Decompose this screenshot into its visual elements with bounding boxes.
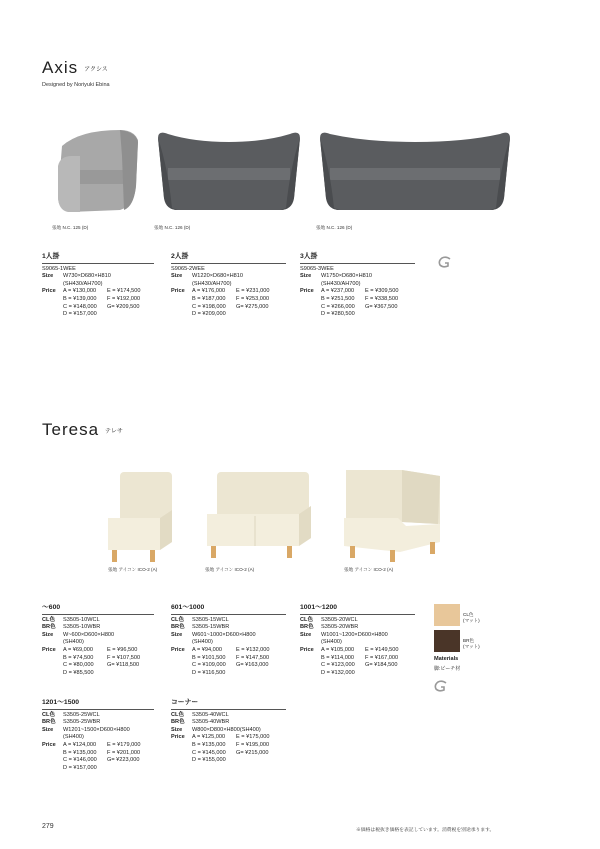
price-label: Price <box>171 288 185 295</box>
price-f: F = ¥192,000 <box>107 295 141 302</box>
teresa-600-image <box>104 470 176 564</box>
price-g: G= ¥184,500 <box>365 662 398 669</box>
size-value-2: (SH400) <box>192 639 213 646</box>
axis-3seat-image <box>316 128 514 214</box>
price-d: D = ¥157,000 <box>63 311 97 318</box>
teresa-title-kana: テレサ <box>105 429 123 436</box>
axis-caption-3: 張地 N.C. 126 (D) <box>316 225 353 230</box>
br-code: S3505-40WBR <box>192 719 230 726</box>
br-code: S3505-25WBR <box>63 719 101 726</box>
price-e: E = ¥96,500 <box>107 646 138 653</box>
size-label: Size <box>300 273 312 280</box>
br-code: S3505-10WBR <box>63 624 101 631</box>
price-a: A = ¥130,000 <box>63 288 97 295</box>
product-name: 601～1000 <box>171 604 286 615</box>
price-b: B = ¥101,500 <box>192 654 226 661</box>
price-a: A = ¥125,000 <box>192 734 226 741</box>
size-label: Size <box>300 631 312 638</box>
teresa-1000-image <box>203 470 313 562</box>
price-a: A = ¥124,000 <box>63 741 97 748</box>
size-value: W1201~1500×D600×H800 <box>63 726 130 733</box>
axis-caption-1: 張地 N.C. 125 (D) <box>52 225 89 230</box>
price-d: D = ¥280,500 <box>321 311 355 318</box>
size-value: W601~1000×D600×H800 <box>192 631 256 638</box>
price-grid <box>63 742 151 772</box>
price-c: C = ¥80,000 <box>63 662 94 669</box>
swatch-cl-chip <box>434 604 460 626</box>
green-mark-icon <box>438 256 454 268</box>
size-value: W1001~1200×D600×H800 <box>321 631 388 638</box>
teresa-title <box>42 420 123 440</box>
swatch-br-chip <box>434 630 460 652</box>
price-f: F = ¥201,000 <box>107 749 141 756</box>
cl-code: S3505-20WCL <box>321 616 358 623</box>
price-label: Price <box>300 288 314 295</box>
price-e: E = ¥175,000 <box>236 734 270 741</box>
green-mark-icon <box>434 680 480 692</box>
axis-2seat-image <box>154 128 304 214</box>
price-e: E = ¥231,000 <box>236 288 270 295</box>
price-g: G= ¥209,500 <box>107 303 140 310</box>
size-value-2: (SH400) <box>63 734 84 741</box>
price-g: G= ¥163,000 <box>236 662 269 669</box>
tax-note: ※価格は税抜き価格を表記しています。消費税を別途承ります。 <box>356 828 495 833</box>
price-e: E = ¥309,500 <box>365 288 399 295</box>
price-g: G= ¥223,000 <box>107 757 140 764</box>
price-b: B = ¥74,500 <box>63 654 94 661</box>
product-code: S9065-1WEE <box>42 265 76 272</box>
size-value-2: (SH430/AH700) <box>63 280 103 287</box>
price-c: C = ¥109,000 <box>192 662 226 669</box>
br-label: BR色 <box>171 624 185 631</box>
price-f: F = ¥147,500 <box>236 654 270 661</box>
br-code: S3505-20WBR <box>321 624 359 631</box>
size-value-2: (SH400) <box>63 639 84 646</box>
product-name: コーナー <box>171 699 286 710</box>
price-a: A = ¥105,000 <box>321 646 355 653</box>
price-c: C = ¥146,000 <box>63 757 97 764</box>
price-f: F = ¥253,000 <box>236 295 270 302</box>
cl-code: S3505-15WCL <box>192 616 229 623</box>
size-value: W~600×D600×H800 <box>63 631 115 638</box>
teresa-caption-1: 張地 アイコン ICO-2 (A) <box>108 567 158 572</box>
price-e: E = ¥149,500 <box>365 646 399 653</box>
axis-caption-2: 張地 N.C. 126 (D) <box>154 225 191 230</box>
cl-label: CL色 <box>171 616 185 623</box>
teresa-title-text: Teresa <box>42 420 100 439</box>
size-label: Size <box>42 631 54 638</box>
price-grid <box>63 647 151 677</box>
price-grid <box>63 288 151 318</box>
axis-title <box>42 58 108 78</box>
size-value-2: (SH430/AH700) <box>321 280 361 287</box>
size-value: W730×D680×H810 <box>63 273 111 280</box>
price-d: D = ¥85,500 <box>63 669 94 676</box>
cl-label: CL色 <box>42 711 56 718</box>
price-label: Price <box>42 288 56 295</box>
price-a: A = ¥176,000 <box>192 288 226 295</box>
price-a: A = ¥69,000 <box>63 646 94 653</box>
teresa-product-2 <box>171 604 286 677</box>
swatch-cl-sub: (マット) <box>463 617 480 623</box>
price-g: G= ¥118,500 <box>107 662 140 669</box>
materials-title: Materials <box>434 656 459 662</box>
price-d: D = ¥132,000 <box>321 669 355 676</box>
price-g: G= ¥275,000 <box>236 303 269 310</box>
price-d: D = ¥209,000 <box>192 311 226 318</box>
price-label: Price <box>171 646 185 653</box>
size-value-2: (SH400) <box>321 639 342 646</box>
product-name: 3人掛 <box>300 253 415 264</box>
size-label: Size <box>42 273 54 280</box>
br-label: BR色 <box>42 719 56 726</box>
cl-code: S3505-10WCL <box>63 616 100 623</box>
product-code: S9065-2WEE <box>171 265 205 272</box>
cl-code: S3505-25WCL <box>63 711 100 718</box>
price-c: C = ¥198,000 <box>192 303 226 310</box>
price-label: Price <box>42 646 56 653</box>
price-label: Price <box>42 741 56 748</box>
size-label: Size <box>171 273 183 280</box>
price-f: F = ¥167,000 <box>365 654 399 661</box>
br-label: BR色 <box>42 624 56 631</box>
axis-product-1 <box>42 253 154 319</box>
price-g: G= ¥367,500 <box>365 303 398 310</box>
price-a: A = ¥94,000 <box>192 646 223 653</box>
price-d: D = ¥157,000 <box>63 764 97 771</box>
price-b: B = ¥135,000 <box>192 741 226 748</box>
axis-title-kana: アクシス <box>84 67 108 74</box>
br-label: BR色 <box>300 624 314 631</box>
price-f: F = ¥107,500 <box>107 654 141 661</box>
product-name: 1001～1200 <box>300 604 415 615</box>
axis-product-2 <box>171 253 286 319</box>
swatch-cl-label: CL色 <box>463 612 474 617</box>
price-b: B = ¥135,000 <box>63 749 97 756</box>
price-c: C = ¥123,000 <box>321 662 355 669</box>
price-f: F = ¥338,500 <box>365 295 399 302</box>
price-label: Price <box>300 646 314 653</box>
price-e: E = ¥179,000 <box>107 741 141 748</box>
price-b: B = ¥139,000 <box>63 295 97 302</box>
swatch-br-label: BR色 <box>463 638 474 643</box>
axis-product-3 <box>300 253 415 319</box>
axis-designer: Designed by Noriyuki Ebina <box>42 82 110 88</box>
price-d: D = ¥155,000 <box>192 757 226 764</box>
teresa-product-4 <box>42 699 154 772</box>
price-g: G= ¥215,000 <box>236 749 269 756</box>
br-code: S3505-15WBR <box>192 624 230 631</box>
size-value: W1220×D680×H810 <box>192 273 244 280</box>
price-d: D = ¥116,500 <box>192 669 226 676</box>
teresa-caption-3: 張地 アイコン ICO-2 (A) <box>344 567 394 572</box>
price-grid <box>192 734 280 764</box>
size-value-2: (SH430/AH700) <box>192 280 232 287</box>
price-e: E = ¥174,500 <box>107 288 141 295</box>
product-name: 1201～1500 <box>42 699 154 710</box>
axis-1seat-image <box>50 126 142 216</box>
size-value: W800×D800×H800(SH400) <box>192 726 261 733</box>
cl-label: CL色 <box>42 616 56 623</box>
price-c: C = ¥145,000 <box>192 749 226 756</box>
axis-title-text: Axis <box>42 58 79 77</box>
product-name: ～600 <box>42 604 154 615</box>
price-label: Price <box>171 734 185 741</box>
price-e: E = ¥132,000 <box>236 646 270 653</box>
cl-label: CL色 <box>300 616 314 623</box>
br-label: BR色 <box>171 719 185 726</box>
teresa-product-3 <box>300 604 415 677</box>
size-label: Size <box>171 726 183 733</box>
swatch-cl <box>434 604 480 626</box>
materials-value: 脚:ビーチ材 <box>434 666 461 672</box>
swatch-br <box>434 630 480 652</box>
price-c: C = ¥266,000 <box>321 303 355 310</box>
price-grid <box>192 647 280 677</box>
price-grid <box>192 288 280 318</box>
swatch-br-sub: (マット) <box>463 643 480 649</box>
teresa-caption-2: 張地 アイコン ICO-2 (A) <box>205 567 255 572</box>
cl-code: S3505-40WCL <box>192 711 229 718</box>
page-number: 279 <box>42 823 54 830</box>
teresa-product-5 <box>171 699 286 765</box>
price-b: B = ¥114,000 <box>321 654 355 661</box>
product-name: 2人掛 <box>171 253 286 264</box>
price-a: A = ¥237,000 <box>321 288 355 295</box>
product-code: S9065-3WEE <box>300 265 334 272</box>
size-label: Size <box>171 631 183 638</box>
product-name: 1人掛 <box>42 253 154 264</box>
price-b: B = ¥251,500 <box>321 295 355 302</box>
price-b: B = ¥187,000 <box>192 295 226 302</box>
price-f: F = ¥195,000 <box>236 741 270 748</box>
price-grid <box>321 288 409 318</box>
teresa-product-1 <box>42 604 154 677</box>
teresa-corner-image <box>340 466 446 564</box>
size-value: W1750×D680×H810 <box>321 273 373 280</box>
price-c: C = ¥148,000 <box>63 303 97 310</box>
size-label: Size <box>42 726 54 733</box>
cl-label: CL色 <box>171 711 185 718</box>
price-grid <box>321 647 409 677</box>
swatch-legend <box>434 604 480 692</box>
